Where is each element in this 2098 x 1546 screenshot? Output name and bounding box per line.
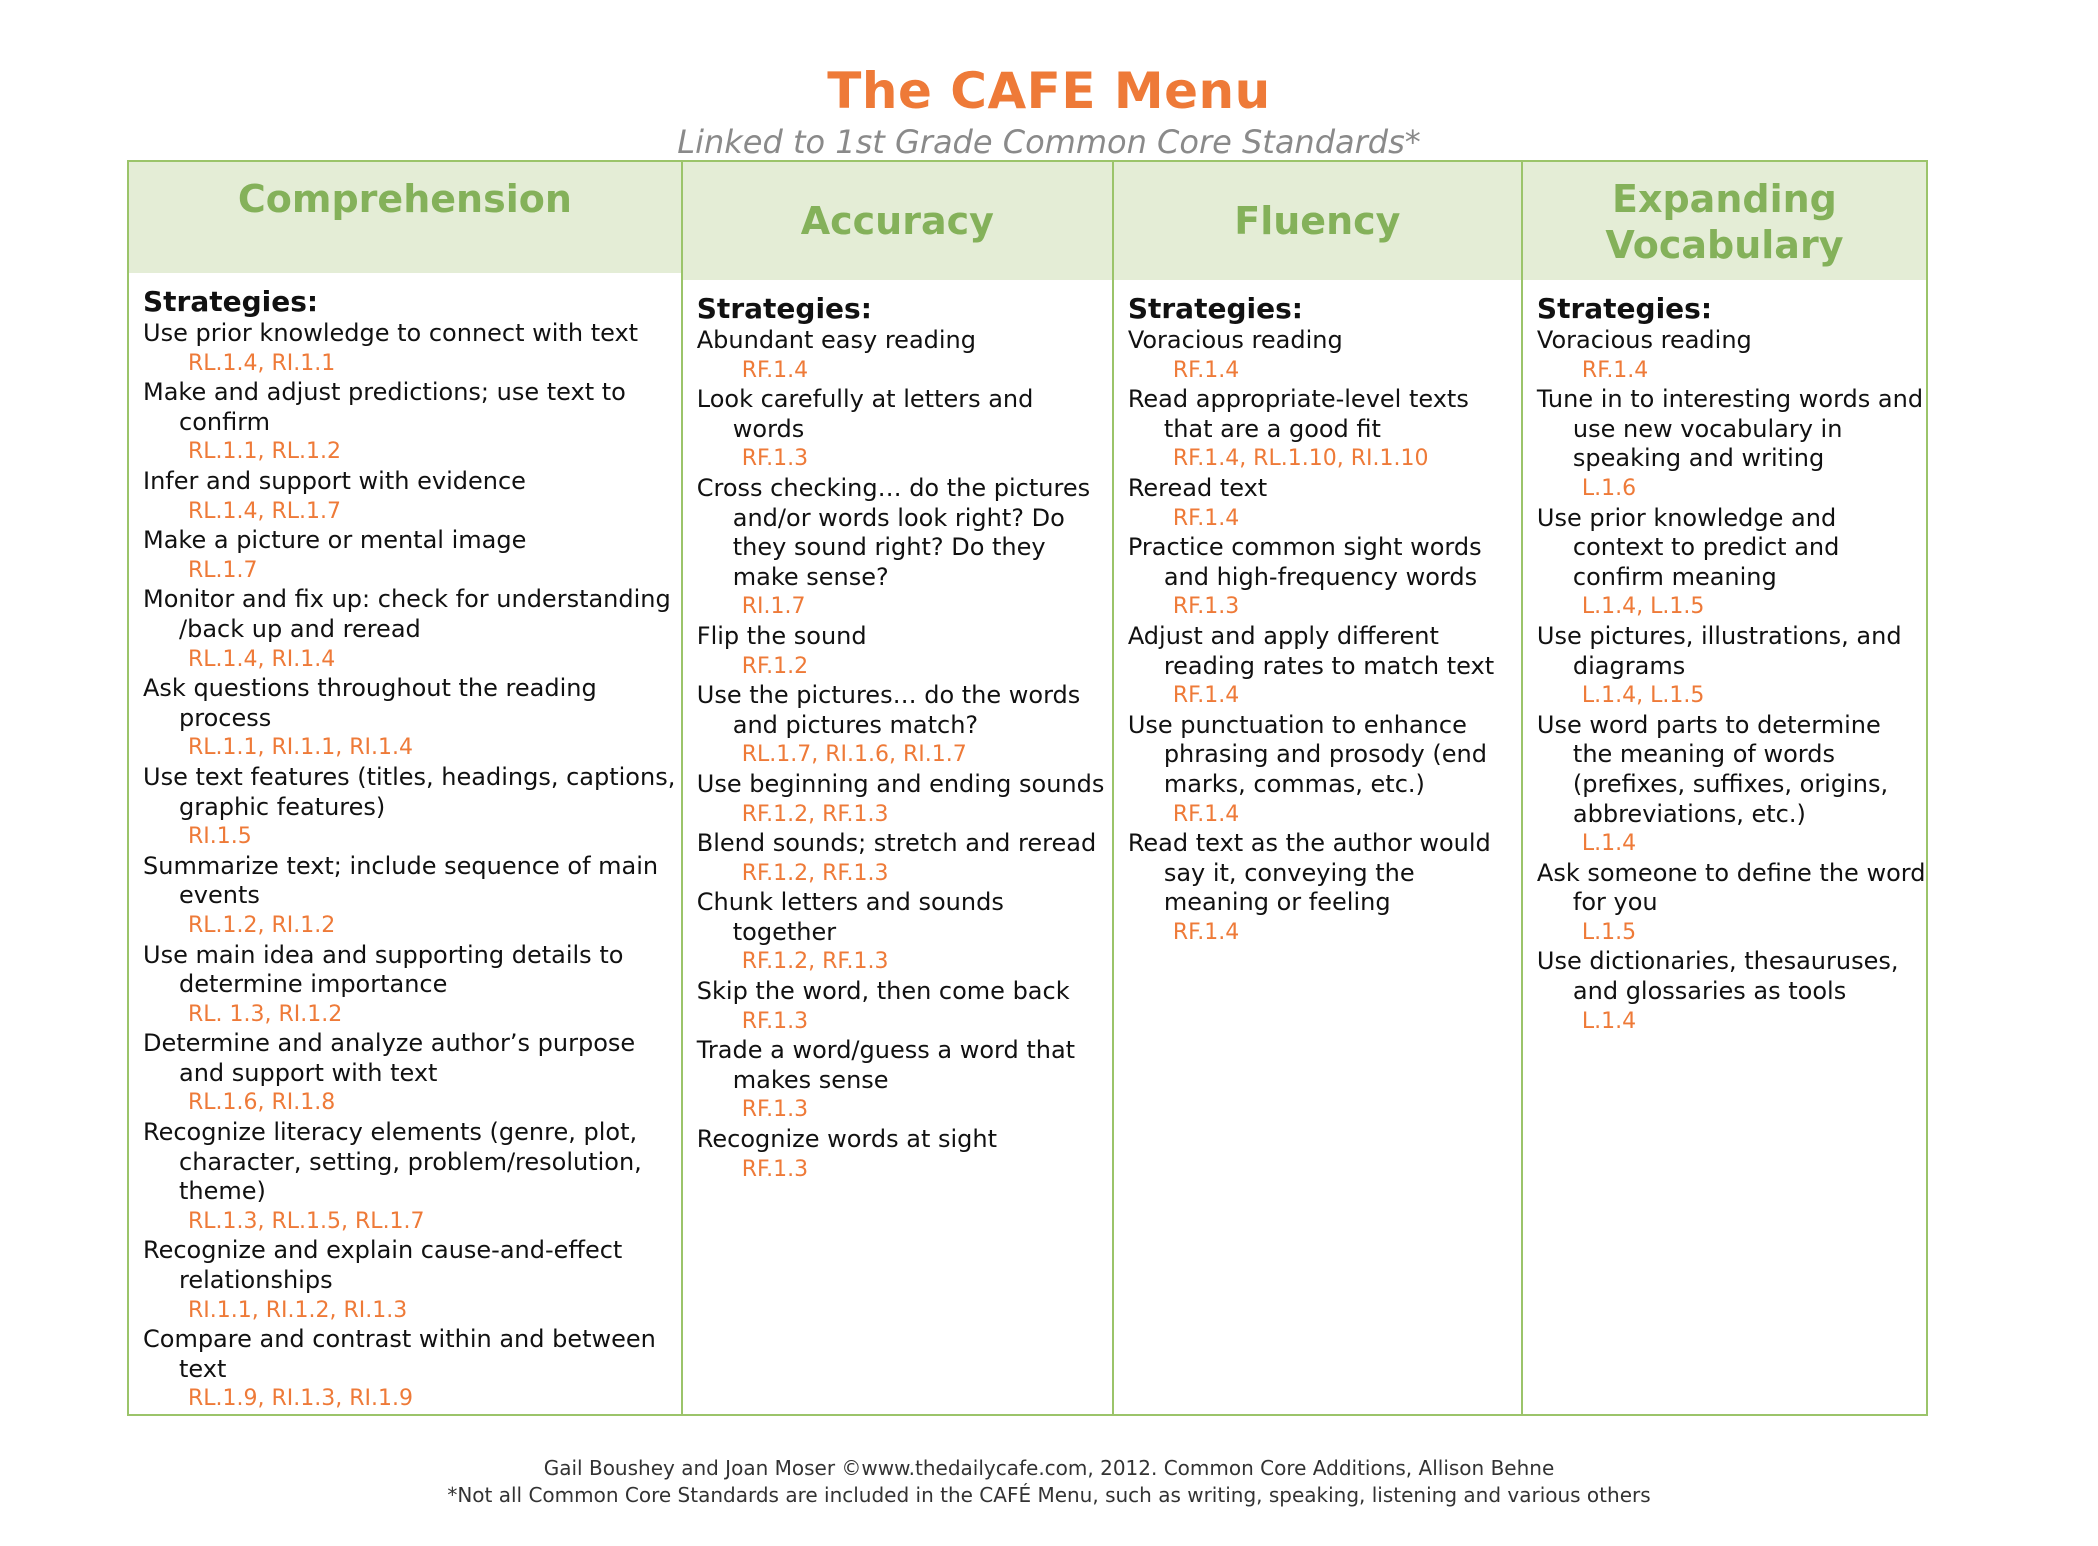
column-heading: Comprehension [129, 162, 681, 273]
strategy-standards: RL.1.7, RI.1.6, RI.1.7 [741, 742, 967, 768]
strategy-standards: L.1.4, L.1.5 [1581, 594, 1705, 620]
strategy-text: Voracious reading [1127, 326, 1343, 354]
strategy-text: Use punctuation to enhance phrasing and prosody (end marks, commas, etc.) [1127, 710, 1487, 798]
strategy-standards: RF.1.3 [741, 1008, 809, 1034]
page-title: The CAFE Menu [827, 62, 1271, 120]
strategy-standards: L.1.6 [1581, 475, 1637, 501]
strategy-text: Practice common sight words and high-frequency words [1127, 533, 1482, 591]
strategy-standards: RL.1.1, RL.1.2 [188, 439, 342, 465]
strategies-label: Strategies: [143, 285, 319, 319]
column-accuracy [683, 162, 1114, 1414]
strategy-text: Use dictionaries, thesauruses, and glossaries as tools [1536, 947, 1899, 1006]
strategies-label: Strategies: [1536, 292, 1713, 325]
strategy-standards: RF.1.3 [741, 1156, 809, 1182]
strategy-text: Monitor and fix up: check for understanding /back up and reread [143, 585, 671, 643]
strategy-text: Abundant easy reading [696, 326, 976, 354]
strategy-text: Use the pictures… do the words and pictures match? [696, 681, 1081, 739]
strategy-text: Recognize and explain cause-and-effect relationships [143, 1236, 623, 1295]
strategy-list [1128, 326, 1521, 947]
strategy-standards: RF.1.3 [741, 446, 809, 472]
strategy-standards: RI.1.1, RI.1.2, RI.1.3 [188, 1297, 408, 1323]
strategy-text: Infer and support with evidence [143, 467, 526, 495]
strategy-standards: L.1.4, L.1.5 [1581, 683, 1705, 709]
strategy-text: Look carefully at letters and words [696, 385, 1034, 443]
column-expanding-vocabulary [1523, 162, 1926, 1414]
strategy-text: Use word parts to determine the meaning of words (prefixes, suffixes, origins, abbreviations, etc.) [1536, 710, 1889, 828]
strategy-text: Flip the sound [696, 621, 867, 650]
strategy-standards: RI.1.5 [188, 824, 252, 850]
strategy-standards: L.1.5 [1581, 919, 1637, 945]
column-body [1523, 280, 1926, 1036]
footer-credit: Gail Boushey and Joan Moser ©www.thedailycafe.com, 2012. Common Core Additions, Allison Behne [543, 1456, 1555, 1480]
strategy-text: Reread text [1127, 473, 1268, 502]
column-heading: Fluency [1114, 162, 1521, 280]
column-heading-text: Expanding Vocabulary [1605, 177, 1844, 267]
strategy-standards: RF.1.2, RF.1.3 [741, 801, 889, 827]
cafe-menu-table [127, 160, 1928, 1416]
strategy-standards: RL.1.1, RI.1.1, RI.1.4 [188, 735, 414, 761]
strategy-standards: RF.1.2 [741, 653, 809, 679]
strategy-standards: RF.1.4 [1172, 801, 1240, 827]
strategy-standards: RL.1.4, RL.1.7 [188, 498, 342, 524]
strategy-text: Use text features (titles, headings, captions, graphic features) [143, 762, 676, 821]
strategy-text: Use prior knowledge to connect with text [143, 319, 639, 348]
strategy-standards: RF.1.2, RF.1.3 [741, 949, 889, 975]
strategy-standards: RF.1.4, RL.1.10, RI.1.10 [1172, 446, 1429, 472]
strategy-standards: RF.1.3 [1172, 594, 1240, 620]
strategy-standards: RF.1.4 [1581, 357, 1649, 383]
column-comprehension [129, 162, 683, 1414]
column-body [129, 273, 681, 1414]
strategy-text: Summarize text; include sequence of main events [143, 851, 659, 910]
strategy-text: Voracious reading [1536, 326, 1752, 354]
strategy-text: Use beginning and ending sounds [696, 769, 1105, 798]
page-subtitle: Linked to 1st Grade Common Core Standards* [677, 123, 1421, 161]
strategies-label: Strategies: [696, 292, 872, 325]
strategy-list [1537, 326, 1926, 1036]
strategy-text: Ask someone to define the word for you [1536, 858, 1926, 917]
strategy-text: Make and adjust predictions; use text to confirm [143, 378, 626, 436]
strategy-text: Use prior knowledge and context to predict and confirm meaning [1536, 503, 1840, 591]
column-body [1114, 280, 1521, 947]
strategy-standards: RF.1.3 [741, 1097, 809, 1123]
strategy-text: Compare and contrast within and between text [143, 1325, 656, 1383]
strategy-text: Recognize words at sight [696, 1125, 998, 1154]
strategy-text: Read text as the author would say it, conveying the meaning or feeling [1127, 829, 1491, 917]
strategy-standards: RF.1.2, RF.1.3 [741, 860, 889, 886]
strategy-standards: RI.1.7 [741, 594, 806, 620]
strategy-standards: RL. 1.3, RI.1.2 [188, 1001, 343, 1027]
strategy-text: Skip the word, then come back [696, 977, 1070, 1006]
column-body [683, 280, 1112, 1184]
strategy-standards: RL.1.7 [188, 557, 258, 583]
footer-note: *Not all Common Core Standards are included in the CAFÉ Menu, such as writing, speaking, listening and various others [447, 1483, 1651, 1507]
strategy-standards: RF.1.4 [1172, 357, 1240, 383]
strategy-text: Cross checking… do the pictures and/or words look right? Do they sound right? Do they make sense? [696, 473, 1091, 591]
strategy-text: Read appropriate-level texts that are a good fit [1127, 385, 1469, 443]
strategy-text: Adjust and apply different reading rates to match text [1127, 621, 1495, 680]
strategy-standards: L.1.4 [1581, 831, 1637, 857]
strategy-standards: RF.1.4 [1172, 505, 1240, 531]
strategy-standards: RL.1.3, RL.1.5, RL.1.7 [188, 1208, 425, 1234]
strategy-list [143, 319, 681, 1414]
footer [0, 1455, 2098, 1509]
strategy-text: Determine and analyze author’s purpose and support with text [143, 1029, 636, 1087]
column-fluency [1114, 162, 1523, 1414]
strategy-text: Make a picture or mental image [143, 526, 527, 555]
strategy-standards: RF.1.4 [741, 357, 809, 383]
strategy-text: Recognize literacy elements (genre, plot, character, setting, problem/resolution, theme) [143, 1118, 642, 1206]
strategy-standards: RL.1.9, RI.1.3, RI.1.9 [188, 1386, 414, 1412]
strategy-standards: RF.1.4 [1172, 919, 1240, 945]
strategy-standards: RL.1.6, RI.1.8 [188, 1090, 336, 1116]
strategy-standards: RL.1.4, RI.1.4 [188, 646, 336, 672]
strategy-text: Chunk letters and sounds together [696, 888, 1004, 946]
strategy-text: Use pictures, illustrations, and diagrams [1536, 621, 1902, 680]
strategy-standards: RL.1.4, RI.1.1 [188, 350, 336, 376]
strategy-text: Trade a word/guess a word that makes sense [696, 1036, 1076, 1094]
strategy-text: Tune in to interesting words and use new vocabulary in speaking and writing [1536, 385, 1924, 473]
strategy-text: Use main idea and supporting details to determine importance [143, 940, 624, 999]
strategy-text: Blend sounds; stretch and reread [696, 829, 1097, 858]
strategy-text: Ask questions throughout the reading process [143, 674, 597, 732]
column-heading: Accuracy [683, 162, 1112, 280]
strategy-standards: RL.1.2, RI.1.2 [188, 912, 336, 938]
strategy-standards: L.1.4 [1581, 1008, 1637, 1034]
strategies-label: Strategies: [1127, 292, 1303, 325]
strategy-standards: RF.1.4 [1172, 683, 1240, 709]
strategy-list [697, 326, 1112, 1184]
column-heading [1523, 162, 1926, 280]
